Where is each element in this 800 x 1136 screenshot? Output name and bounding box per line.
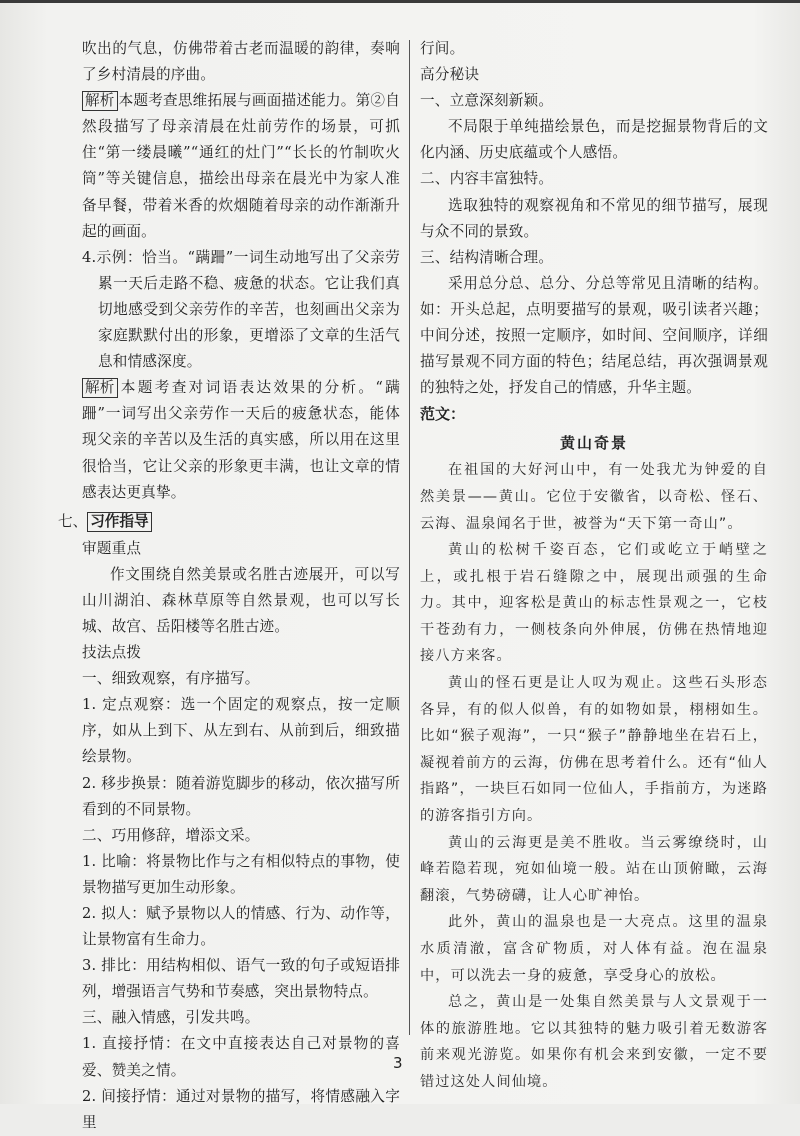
question-4-text: 示例：恰当。“蹒跚”一词生动地写出了父亲劳累一天后走路不稳、疲惫的状态。它让我们真切地感受到父亲劳作的辛苦，也刻画出父亲为家庭默默付出的形象，更增添了文章的生活气息和情感深度。 xyxy=(96,248,400,371)
analysis-2 xyxy=(58,375,400,505)
tips-heading: 技法点拨 xyxy=(82,644,142,662)
section-7-heading xyxy=(58,508,400,536)
essay-title: 黄山奇景 xyxy=(559,434,628,453)
secret-2-text: 选取独特的观察视角和不常见的细节描写，展现与众不同的景致。 xyxy=(420,196,768,240)
tip-2-1: 1. 比喻：将景物比作与之有相似特点的事物，使景物描写更加生动形象。 xyxy=(82,852,400,896)
analysis-1 xyxy=(58,88,400,245)
tip-2: 二、巧用修辞，增添文采。 xyxy=(82,826,260,844)
tip-1-2: 2. 移步换景：随着游览脚步的移动，依次描写所看到的不同景物。 xyxy=(82,774,400,818)
essay-paragraph-6: 总之，黄山是一处集自然美景与人文景观于一体的旅游胜地。它以其独特的魅力吸引着无数游客前来观光游览。如果你有机会来到安徽，一定不要错过这处人间仙境。 xyxy=(420,994,768,1090)
tip-1-1: 1. 定点观察：选一个固定的观察点，按一定顺序，如从上到下、从左到右、从前到后，细致描绘景物。 xyxy=(82,696,400,766)
secret-3: 三、结构清晰合理。 xyxy=(420,248,554,266)
section-7-number: 七、 xyxy=(58,512,88,530)
analysis-label: 解析 xyxy=(82,91,118,111)
right-column xyxy=(420,36,768,1096)
tip-3-1: 1. 直接抒情：在文中直接表达自己对景物的喜爱、赞美之情。 xyxy=(82,1035,400,1079)
analysis-label-2: 解析 xyxy=(82,378,118,398)
question-4 xyxy=(58,245,400,375)
page-number: 3 xyxy=(393,1054,403,1072)
essay-paragraph-1: 在祖国的大好河山中，有一处我尤为钟爱的自然美景——黄山。它位于安徽省，以奇松、怪石、云海、温泉闻名于世，被誉为“天下第一奇山”。 xyxy=(420,462,768,532)
column-divider xyxy=(409,40,410,1035)
analysis-2-text: 本题考查对词语表达效果的分析。“蹒跚”一词写出父亲劳作一天后的疲惫状态，能体现父亲的辛苦以及生活的真实感，所以用在这里很恰当，它让父亲的形象更丰满，也让文章的情感表达更真挚。 xyxy=(82,379,400,501)
top-border xyxy=(0,0,800,3)
section-7-label: 习作指导 xyxy=(87,512,151,532)
secret-1-text: 不局限于单纯描绘景色，而是挖掘景物背后的文化内涵、历史底蕴或个人感悟。 xyxy=(420,118,768,162)
secret-heading: 高分秘诀 xyxy=(420,66,480,84)
tip-1: 一、细致观察，有序描写。 xyxy=(82,670,260,688)
left-column xyxy=(58,36,400,1136)
analysis-1-text: 本题考查思维拓展与画面描述能力。第②自然段描写了母亲清晨在灶前劳作的场景，可抓住“第一缕晨曦”“通红的灶门”“长长的竹制吹火筒”等关键信息，描绘出母亲在晨光中为家人准备早餐，带着米香的炊烟随着母亲的动作渐渐升起的画面。 xyxy=(82,92,400,240)
tip-2-2: 2. 拟人：赋予景物以人的情感、行为、动作等，让景物富有生命力。 xyxy=(82,905,400,949)
secret-2: 二、内容丰富独特。 xyxy=(420,170,554,188)
tip-3-2: 2. 间接抒情：通过对景物的描写，将情感融入字里 xyxy=(82,1087,400,1131)
review-heading: 审题重点 xyxy=(82,539,142,557)
essay-paragraph-5: 此外，黄山的温泉也是一大亮点。这里的温泉水质清澈，富含矿物质，对人体有益。泡在温泉中，可以洗去一身的疲惫，享受身心的放松。 xyxy=(420,914,768,984)
essay-paragraph-3: 黄山的怪石更是让人叹为观止。这些石头形态各异，有的似人似兽，有的如物如景，栩栩如生。比如“猴子观海”，一只“猴子”静静地坐在岩石上，凝视着前方的云海，仿佛在思考着什么。还有“仙人指路”，一块巨石如同一位仙人，手指前方，为迷路的游客指引方向。 xyxy=(420,675,768,825)
review-text: 作文围绕自然美景或名胜古迹展开，可以写山川湖泊、森林草原等自然景观，也可以写长城、故宫、岳阳楼等名胜古迹。 xyxy=(82,565,400,635)
essay-paragraph-4: 黄山的云海更是美不胜收。当云雾缭绕时，山峰若隐若现，宛如仙境一般。站在山顶俯瞰，云海翻滚，气势磅礴，让人心旷神怡。 xyxy=(420,834,768,904)
tip-3: 三、融入情感，引发共鸣。 xyxy=(82,1009,260,1027)
secret-3-text: 采用总分总、总分、分总等常见且清晰的结构。如：开头总起，点明要描写的景观，吸引读者兴趣；中间分述，按照一定顺序，如时间、空间顺序，详细描写景观不同方面的特色；结尾总结，再次强调景观的独特之处，抒发自己的情感，升华主题。 xyxy=(420,274,768,397)
secret-1: 一、立意深刻新颖。 xyxy=(420,92,554,110)
question-4-number: 4. xyxy=(82,248,97,266)
model-essay-heading: 范文： xyxy=(420,405,466,424)
tip-2-3: 3. 排比：用结构相似、语气一致的句子或短语排列，增强语言气势和节奏感，突出景物特点。 xyxy=(82,957,400,1001)
continued-text: 吹出的气息，仿佛带着古老而温暖的韵律，奏响了乡村清晨的序曲。 xyxy=(82,40,400,84)
continued-text-right: 行间。 xyxy=(420,40,465,57)
essay-paragraph-2: 黄山的松树千姿百态，它们或屹立于峭壁之上，或扎根于岩石缝隙之中，展现出顽强的生命力。其中，迎客松是黄山的标志性景观之一，它枝干苍劲有力，一侧枝条向外伸展，仿佛在热情地迎接八方来客。 xyxy=(420,542,768,665)
